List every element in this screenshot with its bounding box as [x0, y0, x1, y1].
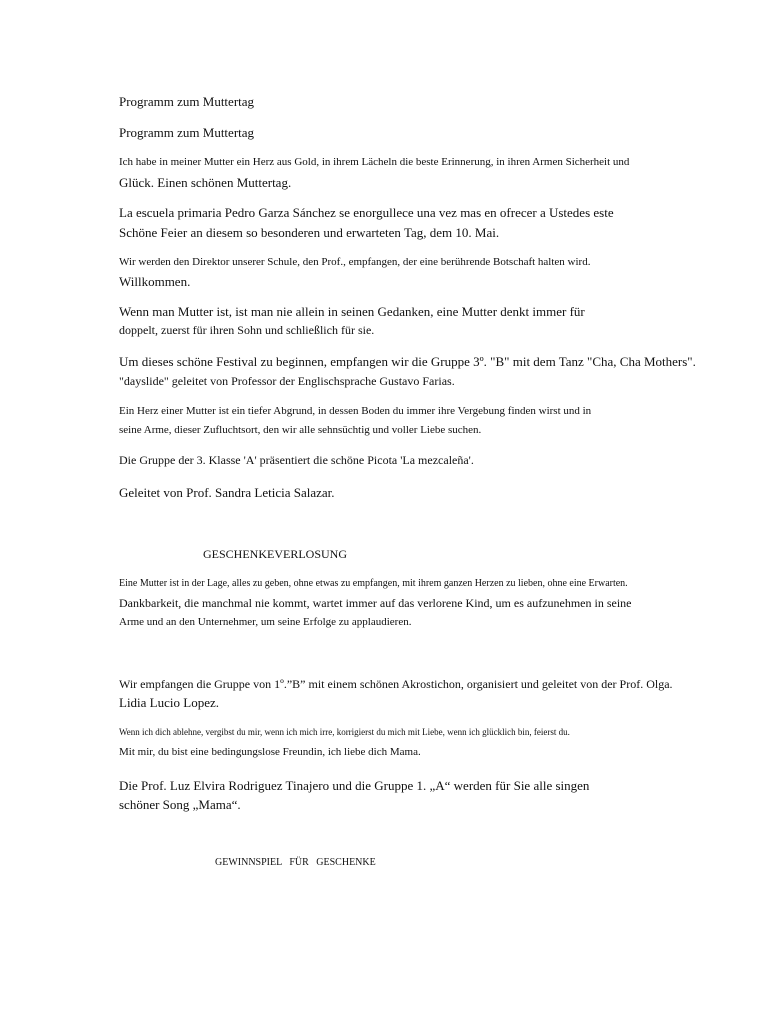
paragraph-12-line-1: Die Prof. Luz Elvira Rodriguez Tinajero und die Gruppe 1. „A“ werden für Sie alle singen [119, 778, 590, 793]
paragraph-10-line-1: Wir empfangen die Gruppe von 1º.”B” mit einem schönen Akrostichon, organisiert und geleitet von der Prof. Olga. [119, 677, 673, 691]
paragraph-12-line-2: schöner Song „Mama“. [119, 797, 241, 812]
paragraph-6-line-2: seine Arme, dieser Zufluchtsort, den wir alle sehnsüchtig und voller Liebe suchen. [119, 424, 482, 436]
paragraph-10-line-2: Lidia Lucio Lopez. [119, 695, 219, 710]
paragraph-4-line-1: Wenn man Mutter ist, ist man nie allein in seinen Gedanken, eine Mutter denkt immer für [119, 304, 585, 319]
paragraph-1-line-1: Ich habe in meiner Mutter ein Herz aus Gold, in ihrem Lächeln die beste Erinnerung, in ihren Armen Sicherheit und [119, 156, 630, 168]
paragraph-4-line-2: doppelt, zuerst für ihren Sohn und schließlich für sie. [119, 323, 375, 337]
paragraph-7: Die Gruppe der 3. Klasse 'A' präsentiert die schöne Picota 'La mezcaleña'. [119, 453, 474, 467]
paragraph-9-line-2: Dankbarkeit, die manchmal nie kommt, wartet immer auf das verlorene Kind, um es aufzunehmen in seine [119, 596, 632, 610]
paragraph-3-line-1: Wir werden den Direktor unserer Schule, den Prof., empfangen, der eine berührende Botschaft halten wird. [119, 256, 591, 268]
paragraph-11-line-2: Mit mir, du bist eine bedingungslose Freundin, ich liebe dich Mama. [119, 746, 421, 758]
section-heading-prize-game: GEWINNSPIEL FÜR GESCHENKE [215, 857, 376, 868]
paragraph-5-line-1: Um dieses schöne Festival zu beginnen, empfangen wir die Gruppe 3º. "B" mit dem Tanz "Cha, Cha Mothers". [119, 354, 696, 369]
page-title: Programm zum Muttertag [119, 94, 255, 109]
paragraph-2-line-1: La escuela primaria Pedro Garza Sánchez se enorgullece una vez mas en ofrecer a Ustedes este [119, 205, 614, 220]
paragraph-6-line-1: Ein Herz einer Mutter ist ein tiefer Abgrund, in dessen Boden du immer ihre Vergebung finden wirst und in [119, 405, 592, 417]
paragraph-9-line-1: Eine Mutter ist in der Lage, alles zu geben, ohne etwas zu empfangen, mit ihrem ganzen Herzen zu lieben, ohne eine Erwarten. [119, 578, 628, 589]
paragraph-8: Geleitet von Prof. Sandra Leticia Salazar. [119, 485, 335, 500]
paragraph-3-line-2: Willkommen. [119, 274, 191, 289]
paragraph-2-line-2: Schöne Feier an diesem so besonderen und erwarteten Tag, dem 10. Mai. [119, 225, 500, 240]
paragraph-11-line-1: Wenn ich dich ablehne, vergibst du mir, wenn ich mich irre, korrigierst du mich mit Liebe, wenn ich glücklich bin, feierst du. [119, 727, 570, 737]
paragraph-5-line-2: "dayslide" geleitet von Professor der Englischsprache Gustavo Farias. [119, 374, 455, 388]
page-title-repeat: Programm zum Muttertag [119, 125, 255, 140]
section-heading-gift-raffle: GESCHENKEVERLOSUNG [203, 547, 347, 561]
paragraph-1-line-2: Glück. Einen schönen Muttertag. [119, 175, 292, 190]
paragraph-9-line-3: Arme und an den Unternehmer, um seine Erfolge zu applaudieren. [119, 616, 412, 628]
